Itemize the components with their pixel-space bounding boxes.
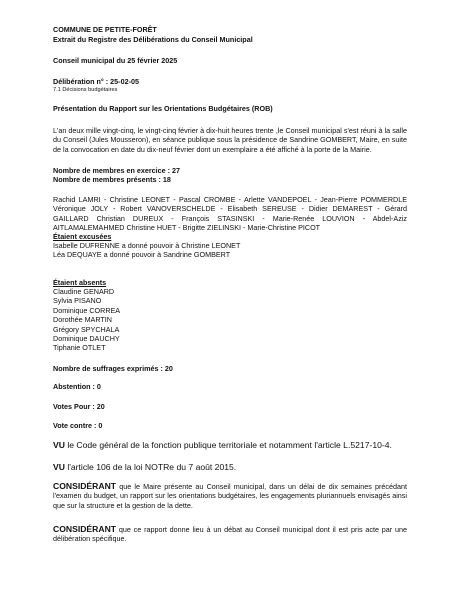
vu-lead: VU [53,440,65,450]
considerant-lead: CONSIDÉRANT [53,524,117,534]
deliberation-category: 7.1 Décisions budgétaires [53,87,118,93]
absent-name: Dominique CORREA [53,305,121,315]
deliberation-number: Délibération n° : 25-02-05 [53,77,139,86]
considerant-presentation [53,482,407,510]
vu-text: l'article 106 de la loi NOTRe du 7 août 2015. [64,462,237,472]
absent-name: Dorothée MARTIN [53,315,112,325]
considerant-lead: CONSIDÉRANT [53,481,117,491]
registry-title: Extrait du Registre des Délibérations du Conseil Municipal [53,35,253,44]
absent-name: Claudine GENARD [53,287,115,296]
vu-code-general [53,440,407,451]
vu-lead: VU [53,462,65,472]
absent-list [53,287,407,353]
absent-name: Sylvia PISANO [53,296,102,306]
convocation-paragraph: L'an deux mille vingt-cinq, le vingt-cinq février à dix-huit heures trente ,le Conseil municipal s'est réuni à la salle du Conseil (Jules Mousseron), en séance publique sous la présidence de Sandrine GOMBERT, Maire, en suite de la convocation en date du dix-neuf février dont un exemplaire a été affiché à la porte de la Mairie. [53,126,407,154]
session-title: Conseil municipal du 25 février 2025 [53,56,178,65]
abstention-count: Abstention : 0 [53,382,101,391]
commune-name: COMMUNE DE PETITE-FORÊT [53,25,157,34]
excused-line: Léa DEQUAYE a donné pouvoir à Sandrine GOMBERT [53,250,231,260]
considerant-text: que le Maire présente au Conseil municipal, dans un délai de dix semaines précédant l'examen du budget, un rapport sur les orientations budgétaires, les engagements pluriannuels envisagés ainsi que sur la structure et la gestion de la dette. [53,482,407,510]
votes-for-count: Votes Pour : 20 [53,402,105,411]
absent-name: Dominique DAUCHY [53,334,120,344]
vu-text: le Code général de la fonction publique territoriale et notamment l'article L.5217-10-4. [64,440,392,450]
excused-line: Isabelle DUFRENNE a donné pouvoir à Christine LEONET [53,241,241,250]
members-in-office: Nombre de membres en exercice : 27 [53,166,181,175]
present-members-list: Rachid LAMRI - Christine LEONET - Pascal CROMBE - Arlette VANDEPOEL - Jean-Pierre POMMERDLE Véronique JOLY - Robert VANOVERSCHELDE - Elisabeth SEREUSE - Didier DEMAREST - Gérard GAILLARD Christian DUREUX - François STASINSKI - Marie-Renée LOUVION - Abdel-Aziz AITLAMALEMAHMED Christine HUET - Brigitte ZIELINSKI - Marie-Christine PICOT [53,195,407,233]
absent-heading: Étaient absents [53,278,107,287]
suffrages-expressed: Nombre de suffrages exprimés : 20 [53,364,173,373]
votes-against-count: Vote contre : 0 [53,421,103,430]
vu-loi-notre [53,462,407,473]
excused-heading: Étaient excusées [53,232,112,241]
absent-name: Tiphanie OTLET [53,343,106,353]
absent-name: Grégory SPYCHALA [53,324,120,334]
members-present: Nombre de membres présents : 18 [53,175,171,184]
considerant-text: que ce rapport donne lieu à un débat au Conseil municipal dont il est pris acte par une délibération spécifique. [53,525,407,544]
subject-title: Présentation du Rapport sur les Orientations Budgétaires (ROB) [53,104,273,113]
considerant-debat [53,525,407,544]
excused-list [53,241,407,260]
